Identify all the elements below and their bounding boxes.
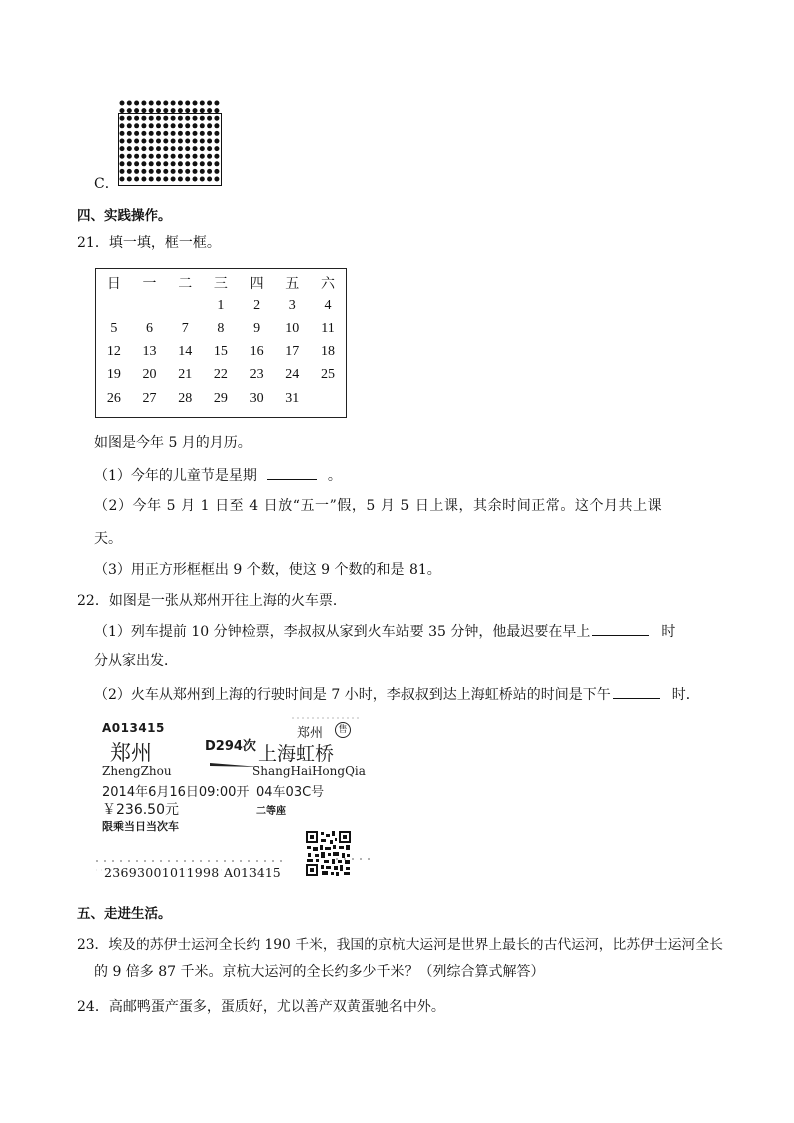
grid-dot — [178, 146, 183, 151]
calendar-day-cell — [167, 294, 203, 317]
calendar-day-cell: 28 — [178, 390, 193, 406]
q23-line1: 23．埃及的苏伊士运河全长约 190 千米，我国的京杭大运河是世界上最长的古代运河，比苏伊士运河全长 — [77, 937, 723, 953]
grid-dot — [120, 108, 125, 113]
grid-dot — [185, 146, 190, 151]
grid-dot — [127, 146, 132, 151]
grid-dot — [120, 116, 125, 121]
grid-dot — [149, 101, 154, 106]
grid-dot — [120, 161, 125, 166]
calendar-day-cell: 5 — [110, 320, 118, 336]
grid-dot — [171, 154, 176, 159]
calendar-day-cell: 22 — [213, 367, 228, 383]
calendar-day-cell: 30 — [249, 390, 264, 406]
grid-dot — [193, 177, 198, 182]
ticket-to-en: ShangHaiHongQia — [252, 764, 366, 778]
calendar-week-row — [96, 294, 346, 317]
grid-dot — [200, 169, 205, 174]
grid-dot — [185, 116, 190, 121]
ticket-from-station: 郑州 — [110, 741, 152, 765]
grid-dot — [207, 108, 212, 113]
grid-dot — [214, 101, 219, 106]
grid-dot — [127, 123, 132, 128]
q22-title: 22．如图是一张从郑州开往上海的火车票． — [77, 593, 347, 609]
ticket-code-top: A013415 — [102, 721, 165, 735]
answer-blank[interactable] — [267, 465, 317, 480]
grid-dot — [141, 131, 146, 136]
grid-dot — [141, 116, 146, 121]
calendar-grid — [96, 271, 346, 410]
grid-dot — [127, 139, 132, 144]
grid-dot — [149, 169, 154, 174]
grid-dot — [214, 116, 219, 121]
grid-dot — [156, 116, 161, 121]
grid-dot — [141, 161, 146, 166]
grid-dot — [149, 146, 154, 151]
grid-dot — [120, 146, 125, 151]
grid-dot — [120, 123, 125, 128]
dot-grid-frame — [119, 114, 222, 186]
grid-dot — [156, 101, 161, 106]
grid-dot — [163, 108, 168, 113]
grid-dot — [149, 139, 154, 144]
grid-dot — [185, 123, 190, 128]
grid-dot — [134, 169, 139, 174]
grid-dot — [163, 116, 168, 121]
grid-dot — [171, 161, 176, 166]
grid-dot — [134, 139, 139, 144]
grid-dot — [120, 101, 125, 106]
grid-dot — [171, 116, 176, 121]
ticket-note: 限乘当日当次车 — [102, 820, 179, 833]
q21-part2-line1: （2）今年 5 月 1 日至 4 日放“五一”假，5 月 5 日上课，其余时间正常。这个月共上课 — [94, 498, 663, 514]
ticket-to-station: 上海虹桥 — [258, 743, 335, 765]
calendar-week-row — [96, 317, 346, 340]
q21-part2-line2: 天。 — [94, 531, 122, 547]
calendar-day-cell: 2 — [253, 297, 261, 313]
calendar-weekday-header: 六 — [320, 276, 335, 292]
ticket-code-bottom: A013415 — [224, 865, 281, 880]
grid-dot — [134, 108, 139, 113]
grid-dot — [193, 139, 198, 144]
grid-dot — [127, 161, 132, 166]
grid-dot — [200, 131, 205, 136]
grid-dot — [200, 101, 205, 106]
grid-dot — [178, 169, 183, 174]
grid-dot — [163, 169, 168, 174]
grid-dot — [178, 131, 183, 136]
calendar-day-cell: 31 — [285, 390, 300, 406]
grid-dot — [193, 154, 198, 159]
grid-dot — [207, 123, 212, 128]
calendar-day-cell — [310, 387, 346, 410]
q22-part1-text: （1）列车提前 10 分钟检票，李叔叔从家到火车站要 35 分钟，他最迟要在早上 — [94, 624, 591, 640]
q23-line2: 的 9 倍多 87 千米。京杭大运河的全长约多少千米？（列综合算式解答） — [94, 964, 545, 980]
grid-dot — [156, 131, 161, 136]
q22-part1-line1 — [94, 621, 675, 642]
grid-dot — [207, 177, 212, 182]
grid-dot — [185, 139, 190, 144]
grid-dot — [207, 169, 212, 174]
grid-dot — [163, 123, 168, 128]
grid-dot — [127, 177, 132, 182]
ticket-stamp-mark: 售 — [335, 722, 351, 738]
grid-dot — [134, 123, 139, 128]
grid-dot — [193, 101, 198, 106]
q22-part2-text: （2）火车从郑州到上海的行驶时间是 7 小时，李叔叔到达上海虹桥站的时间是下午 — [94, 687, 611, 703]
grid-dot — [214, 161, 219, 166]
grid-dot — [141, 101, 146, 106]
calendar-header-row — [96, 271, 346, 294]
grid-dot — [171, 169, 176, 174]
q21-part1 — [94, 465, 342, 486]
grid-dot — [200, 177, 205, 182]
calendar-day-cell: 7 — [181, 320, 189, 336]
grid-dot — [171, 101, 176, 106]
option-c-label: C． — [94, 176, 119, 192]
ticket-seat: 04车03C号 — [256, 785, 325, 800]
calendar-week-row — [96, 341, 346, 364]
calendar-day-cell: 13 — [142, 344, 157, 360]
calendar-day-cell — [132, 294, 168, 317]
grid-dot — [120, 139, 125, 144]
q22-part1-line2: 分从家出发． — [94, 653, 178, 669]
calendar-day-cell: 23 — [249, 367, 264, 383]
calendar-day-cell: 4 — [324, 297, 332, 313]
answer-blank[interactable] — [592, 621, 649, 636]
q21-part1-text: （1）今年的儿童节是星期 — [94, 468, 257, 484]
grid-dot — [193, 131, 198, 136]
grid-dot — [207, 146, 212, 151]
grid-dot — [171, 139, 176, 144]
grid-dot — [214, 154, 219, 159]
q21-part3: （3）用正方形框框出 9 个数，使这 9 个数的和是 81。 — [94, 562, 441, 578]
grid-dot — [214, 108, 219, 113]
grid-dot — [149, 108, 154, 113]
grid-dot — [163, 161, 168, 166]
grid-dot — [134, 131, 139, 136]
grid-dot — [163, 146, 168, 151]
grid-dot — [193, 169, 198, 174]
grid-dot — [185, 101, 190, 106]
grid-dot — [171, 123, 176, 128]
ticket-serial-number: 23693001011998 — [104, 865, 220, 880]
grid-dot — [149, 131, 154, 136]
ticket-datetime: 2014年6月16日09:00开 — [102, 785, 250, 800]
section-heading-4: 四、实践操作。 — [77, 208, 172, 224]
grid-dot — [207, 101, 212, 106]
grid-dot — [185, 131, 190, 136]
calendar-day-cell: 9 — [253, 320, 261, 336]
grid-dot — [127, 116, 132, 121]
grid-dot — [207, 131, 212, 136]
grid-dot — [149, 123, 154, 128]
calendar-day-cell: 18 — [320, 344, 335, 360]
grid-dot — [141, 154, 146, 159]
grid-dot — [156, 108, 161, 113]
q21-title: 21．填一填，框一框。 — [77, 235, 221, 251]
grid-dot — [200, 154, 205, 159]
q22-part2-unit: 时． — [671, 687, 700, 703]
grid-dot — [214, 139, 219, 144]
calendar-day-cell: 21 — [178, 367, 193, 383]
grid-dot — [156, 161, 161, 166]
calendar-day-cell: 17 — [285, 344, 300, 360]
qr-code-icon — [306, 831, 351, 876]
grid-dot — [185, 161, 190, 166]
ticket-station-stamp: 郑州 — [297, 726, 324, 741]
grid-dot — [134, 154, 139, 159]
grid-dot — [214, 131, 219, 136]
grid-dot — [163, 177, 168, 182]
grid-dot — [178, 154, 183, 159]
calendar-day-cell: 26 — [106, 390, 121, 406]
grid-dot — [156, 177, 161, 182]
grid-dot — [178, 116, 183, 121]
answer-blank[interactable] — [613, 684, 660, 699]
grid-dot — [120, 131, 125, 136]
calendar-day-cell: 14 — [178, 344, 193, 360]
grid-dot — [214, 146, 219, 151]
section-heading-5: 五、走进生活。 — [77, 906, 172, 922]
grid-dot — [171, 177, 176, 182]
q21-intro: 如图是今年 5 月的月历。 — [94, 435, 252, 451]
grid-dot — [149, 154, 154, 159]
q21-part1-end: 。 — [327, 468, 342, 484]
grid-dot — [178, 177, 183, 182]
calendar-day-cell: 3 — [288, 297, 296, 313]
grid-dot — [207, 116, 212, 121]
grid-dot — [207, 139, 212, 144]
grid-dot — [185, 177, 190, 182]
calendar-weekday-header: 四 — [249, 276, 264, 292]
calendar-weekday-header: 日 — [106, 276, 121, 292]
calendar-week-row — [96, 364, 346, 387]
grid-dot — [193, 108, 198, 113]
grid-dot — [185, 108, 190, 113]
grid-dot — [200, 146, 205, 151]
calendar-weekday-header: 二 — [178, 276, 193, 292]
grid-dot — [171, 108, 176, 113]
calendar-week-row — [96, 387, 346, 410]
calendar-day-cell: 19 — [106, 367, 121, 383]
grid-dot — [134, 146, 139, 151]
grid-dot — [178, 161, 183, 166]
grid-dot — [171, 146, 176, 151]
grid-dot — [127, 108, 132, 113]
calendar-day-cell: 6 — [146, 320, 154, 336]
grid-dot — [200, 123, 205, 128]
ticket-train-number: D294次 — [205, 739, 256, 754]
grid-dot — [171, 131, 176, 136]
grid-dot — [156, 139, 161, 144]
grid-dot — [156, 146, 161, 151]
calendar-day-cell: 15 — [213, 344, 228, 360]
grid-dot — [149, 161, 154, 166]
grid-dot — [156, 169, 161, 174]
q24-line1: 24．高邮鸭蛋产蛋多，蛋质好，尤以善产双黄蛋驰名中外。 — [77, 999, 445, 1015]
calendar-day-cell: 1 — [217, 297, 225, 313]
grid-dot — [178, 101, 183, 106]
grid-dot — [207, 161, 212, 166]
grid-dot — [163, 101, 168, 106]
calendar-day-cell: 25 — [320, 367, 335, 383]
calendar-day-cell — [96, 294, 132, 317]
grid-dot — [178, 108, 183, 113]
calendar-weekday-header: 一 — [142, 276, 157, 292]
grid-dot — [134, 116, 139, 121]
grid-dot — [200, 116, 205, 121]
grid-dot — [127, 131, 132, 136]
grid-dot — [134, 101, 139, 106]
calendar-table — [95, 268, 347, 418]
grid-dot — [200, 108, 205, 113]
grid-dot — [185, 154, 190, 159]
grid-dot — [163, 131, 168, 136]
grid-dot — [120, 177, 125, 182]
calendar-day-cell: 8 — [217, 320, 225, 336]
grid-dot — [127, 154, 132, 159]
grid-dot — [193, 146, 198, 151]
grid-dot — [200, 139, 205, 144]
q22-part2 — [94, 684, 700, 705]
grid-dot — [200, 161, 205, 166]
grid-dot — [134, 161, 139, 166]
calendar-day-cell: 27 — [142, 390, 157, 406]
grid-dot — [163, 139, 168, 144]
calendar-day-cell: 11 — [321, 320, 335, 336]
grid-dot — [207, 154, 212, 159]
grid-dot — [178, 123, 183, 128]
grid-dot — [193, 116, 198, 121]
grid-dot — [141, 139, 146, 144]
grid-dot — [141, 123, 146, 128]
ticket-from-en: ZhengZhou — [102, 764, 172, 778]
ticket-price: ￥236.50元 — [102, 802, 179, 818]
dot-grid-figure — [118, 100, 222, 186]
grid-dot — [214, 169, 219, 174]
grid-dot — [193, 161, 198, 166]
grid-dot — [193, 123, 198, 128]
grid-dot — [185, 169, 190, 174]
calendar-weekday-header: 三 — [213, 276, 228, 292]
grid-dot — [141, 146, 146, 151]
grid-dot — [120, 154, 125, 159]
grid-dot — [127, 101, 132, 106]
calendar-day-cell: 20 — [142, 367, 157, 383]
calendar-weekday-header: 五 — [285, 276, 300, 292]
grid-dot — [141, 169, 146, 174]
grid-dot — [141, 177, 146, 182]
q22-part1-unit: 时 — [661, 624, 676, 640]
grid-dot — [134, 177, 139, 182]
calendar-day-cell: 16 — [249, 344, 264, 360]
grid-dot — [163, 154, 168, 159]
grid-dot — [141, 108, 146, 113]
train-ticket-image — [92, 715, 372, 890]
grid-dot — [127, 169, 132, 174]
grid-dot — [156, 123, 161, 128]
calendar-day-cell: 12 — [106, 344, 121, 360]
calendar-day-cell: 10 — [285, 320, 300, 336]
grid-dot — [156, 154, 161, 159]
grid-dot — [214, 177, 219, 182]
grid-dot — [178, 139, 183, 144]
calendar-day-cell: 24 — [285, 367, 300, 383]
ticket-seat-class: 二等座 — [256, 806, 286, 817]
calendar-day-cell: 29 — [213, 390, 228, 406]
grid-dot — [149, 116, 154, 121]
grid-dot — [214, 123, 219, 128]
grid-dot — [149, 177, 154, 182]
grid-dot — [120, 169, 125, 174]
